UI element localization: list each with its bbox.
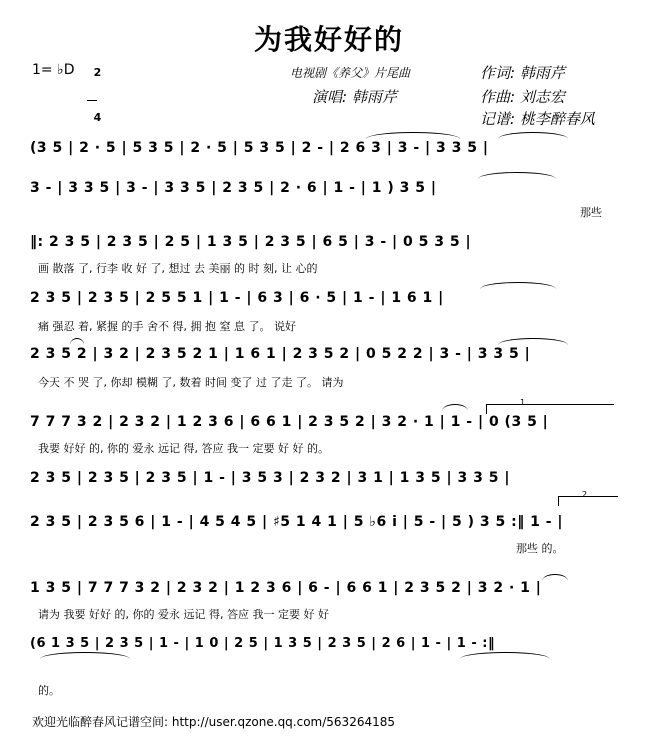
time-signature-top: 2 xyxy=(93,66,102,79)
composer-credit: 作曲: 刘志宏 xyxy=(480,88,565,106)
lyric-line: 那些 的。 xyxy=(516,542,564,555)
key-signature: 1= ♭D xyxy=(32,62,75,78)
lyric-line: 请为 我要 好好 的, 你的 爱永 远记 得, 答应 我一 定要 好 好 xyxy=(38,608,329,621)
notation-line: 2 3 5 | 2 3 5 | 2 3 5 | 1 - | 3 5 3 | 2 3 2 | 3 1 | 1 3 5 | 3 3 5 | xyxy=(30,470,510,486)
lyric-line: 的。 xyxy=(38,684,60,697)
song-title: 为我好好的 xyxy=(253,23,404,56)
footer-credit: 欢迎光临醉春风记谱空间: http://user.qzone.qq.com/563264185 xyxy=(32,715,396,729)
lyric-line: 今天 不 哭 了, 你却 模糊 了, 数着 时间 变了 过 了走 了。 请为 xyxy=(38,376,344,389)
notation-line: ‖: 2 3 5 | 2 3 5 | 2 5 | 1 3 5 | 2 3 5 | 6 5 | 3 - | 0 5 3 5 | xyxy=(30,234,472,250)
notation-line: 2 3 5 2 | 3 2 | 2 3 5 2 1 | 1 6 1 | 2 3 5 2 | 0 5 2 2 | 3 - | 3 3 5 | xyxy=(30,346,531,362)
notation-line: 2 3 5 | 2 3 5 | 2 5 5 1 | 1 - | 6 3 | 6 · 5 | 1 - | 1 6 1 | xyxy=(30,290,444,306)
subtitle: 电视剧《养父》片尾曲 xyxy=(290,66,411,80)
lyric-line: 我要 好好 的, 你的 爱永 远记 得, 答应 我一 定要 好 好 的。 xyxy=(38,442,329,455)
time-signature xyxy=(86,56,102,124)
time-signature-bottom: 4 xyxy=(93,111,102,124)
notation-line: (3 5 | 2 · 5 | 5 3 5 | 2 · 5 | 5 3 5 | 2 - | 2 6 3 | 3 - | 3 3 5 | xyxy=(30,140,489,156)
lyric-line: 画 散落 了, 行李 收 好 了, 想过 去 美丽 的 时 刻, 让 心的 xyxy=(38,262,318,275)
lyric-line: 痛 强忍 着, 紧握 的手 舍不 得, 拥 抱 窒 息 了。 说好 xyxy=(38,320,296,333)
volta-2-label: 2 xyxy=(582,490,588,499)
time-signature-divider xyxy=(87,100,97,101)
transcriber-credit: 记谱: 桃李醉春风 xyxy=(480,110,595,128)
notation-line: 2 3 5 | 2 3 5 6 | 1 - | 4 5 4 5 | ♯5 1 4 1 | 5 ♭6 i | 5 - | 5 ) 3 5 :‖ 1 - | xyxy=(30,514,564,530)
volta-1-label: 1 xyxy=(520,398,526,407)
notation-line: (6 1 3 5 | 2 3 5 | 1 - | 1 0 | 2 5 | 1 3 5 | 2 3 5 | 2 6 | 1 - | 1 - :‖ xyxy=(30,636,495,651)
lyricist-credit: 作词: 韩雨芹 xyxy=(480,64,565,82)
notation-line: 7 7 7 3 2 | 2 3 2 | 1 2 3 6 | 6 6 1 | 2 3 5 2 | 3 2 · 1 | 1 - | 0 (3 5 | xyxy=(30,414,549,430)
singer-credit: 演唱: 韩雨芹 xyxy=(312,88,397,106)
lyric-line: 那些 xyxy=(580,206,602,219)
notation-line: 1 3 5 | 7 7 7 3 2 | 2 3 2 | 1 2 3 6 | 6 - | 6 6 1 | 2 3 5 2 | 3 2 · 1 | xyxy=(30,580,542,596)
notation-line: 3 - | 3 3 5 | 3 - | 3 3 5 | 2 3 5 | 2 · 6 | 1 - | 1 ) 3 5 | xyxy=(30,180,437,196)
